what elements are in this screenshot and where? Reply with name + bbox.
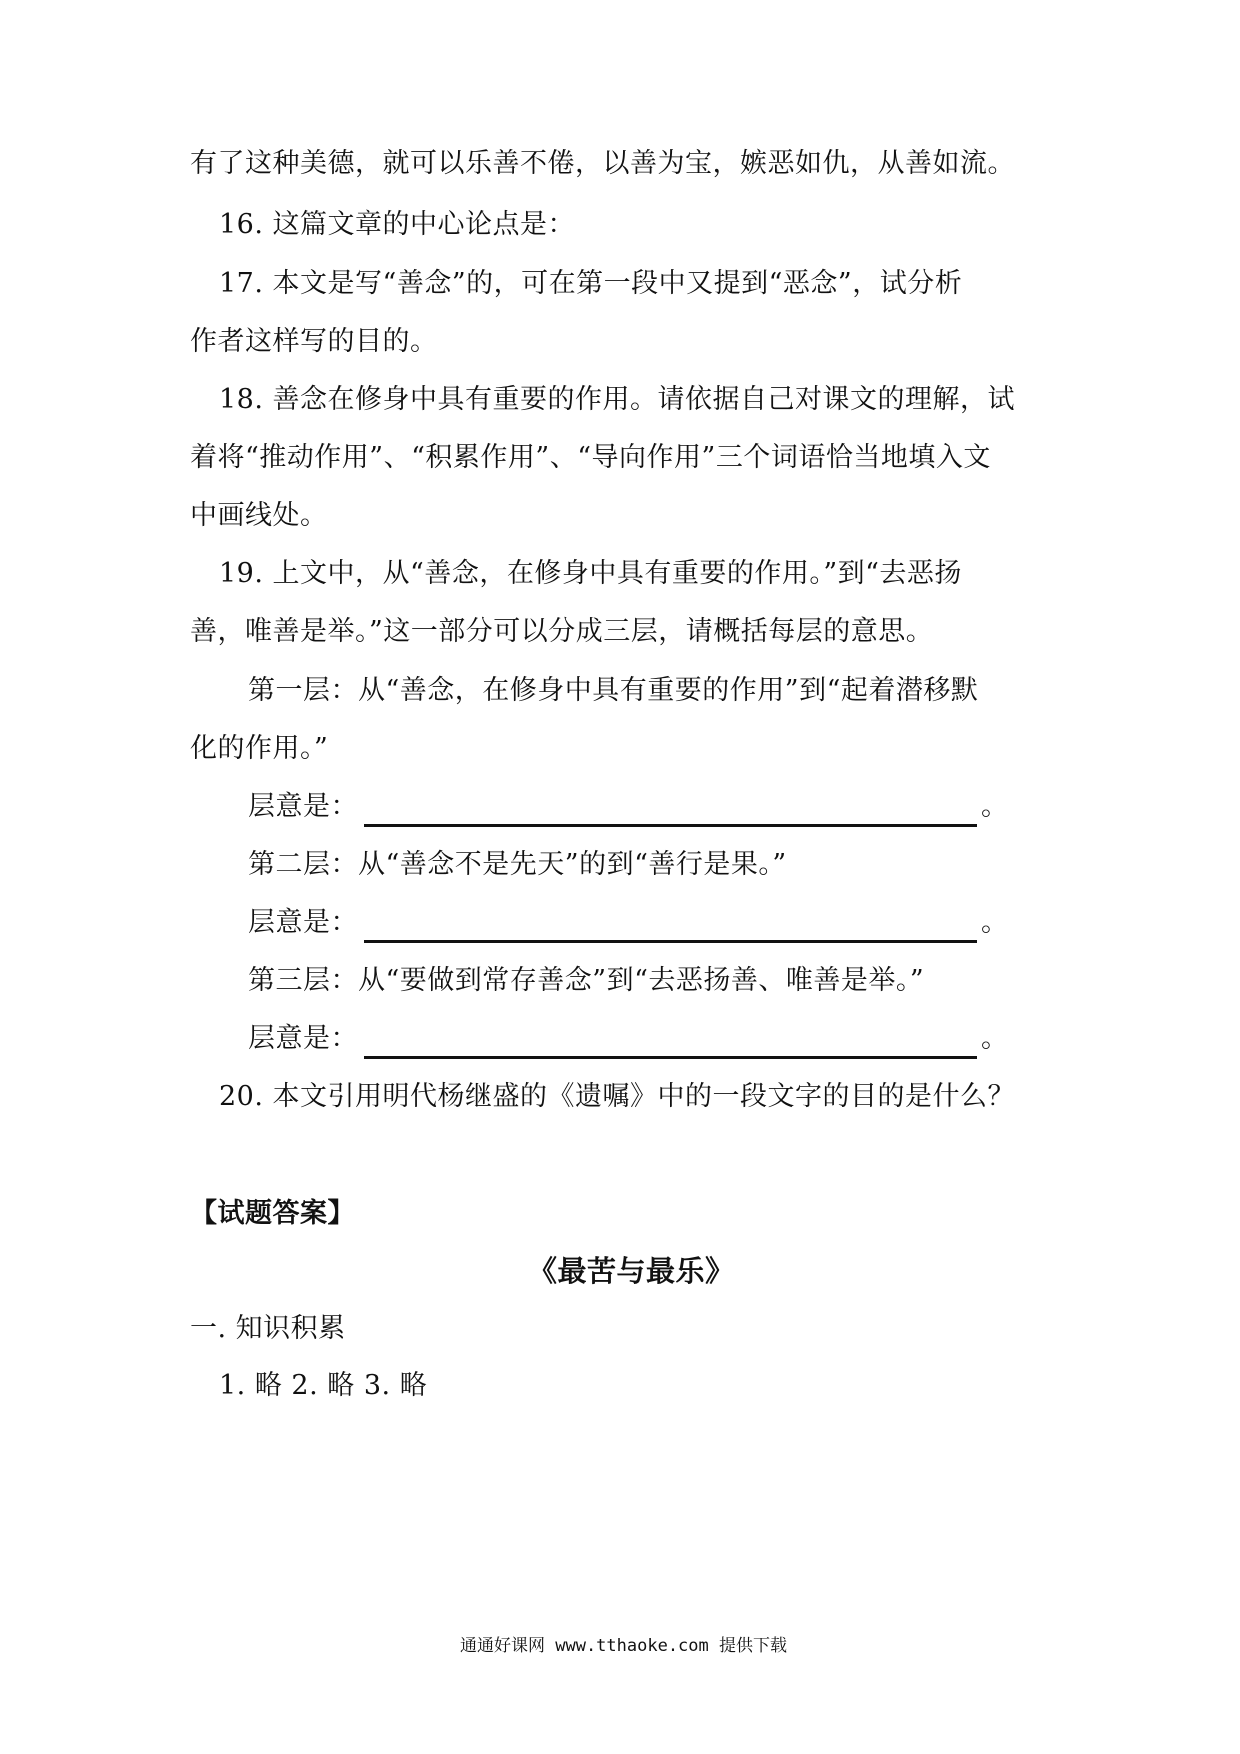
layer-meaning-label: 层意是： [248,1023,358,1054]
layer-meaning-end: 。 [981,1023,1009,1054]
question-18-line-2: 着将“推动作用”、“积累作用”、“导向作用”三个词语恰当地填入文 [190,442,991,473]
layer-3-meaning-row [248,1019,1009,1059]
question-19-line-2: 善，唯善是举。”这一部分可以分成三层，请概括每层的意思。 [190,616,934,647]
question-18-line-1: 18. 善念在修身中具有重要的作用。请依据自己对课文的理解，试 [219,384,1016,415]
layer-1-line-2: 化的作用。” [190,733,329,764]
answer-blank-line-3[interactable] [364,1026,977,1059]
question-20: 20. 本文引用明代杨继盛的《遗嘱》中的一段文字的目的是什么？ [219,1081,1016,1112]
layer-1-meaning-row [248,787,1009,827]
layer-1-line-1: 第一层：从“善念，在修身中具有重要的作用”到“起着潜移默 [248,675,979,706]
question-17-line-1: 17. 本文是写“善念”的，可在第一段中又提到“恶念”，试分析 [219,268,963,299]
answer-blank-line-2[interactable] [364,910,977,943]
paragraph-continuation: 有了这种美德，就可以乐善不倦，以善为宝，嫉恶如仇，从善如流。 [190,148,1015,179]
layer-meaning-end: 。 [981,791,1009,822]
question-18-line-3: 中画线处。 [190,500,328,531]
question-16: 16. 这篇文章的中心论点是： [219,209,576,240]
layer-meaning-label: 层意是： [248,791,358,822]
layer-2-meaning-row [248,903,1009,943]
question-19-line-1: 19. 上文中，从“善念，在修身中具有重要的作用。”到“去恶扬 [219,558,962,589]
answer-blank-line-1[interactable] [364,794,977,827]
layer-meaning-end: 。 [981,907,1009,938]
answers-title: 《最苦与最乐》 [528,1254,735,1288]
answers-section-1: 一. 知识积累 [190,1313,346,1344]
page-footer: 通通好课网 www.tthaoke.com 提供下载 [460,1636,787,1656]
answers-heading: 【试题答案】 [190,1198,355,1229]
question-17-line-2: 作者这样写的目的。 [190,326,438,357]
layer-3: 第三层：从“要做到常存善念”到“去恶扬善、唯善是举。” [248,965,925,996]
answers-item-1: 1. 略 2. 略 3. 略 [219,1370,428,1401]
layer-meaning-label: 层意是： [248,907,358,938]
layer-2: 第二层：从“善念不是先天”的到“善行是果。” [248,849,787,880]
